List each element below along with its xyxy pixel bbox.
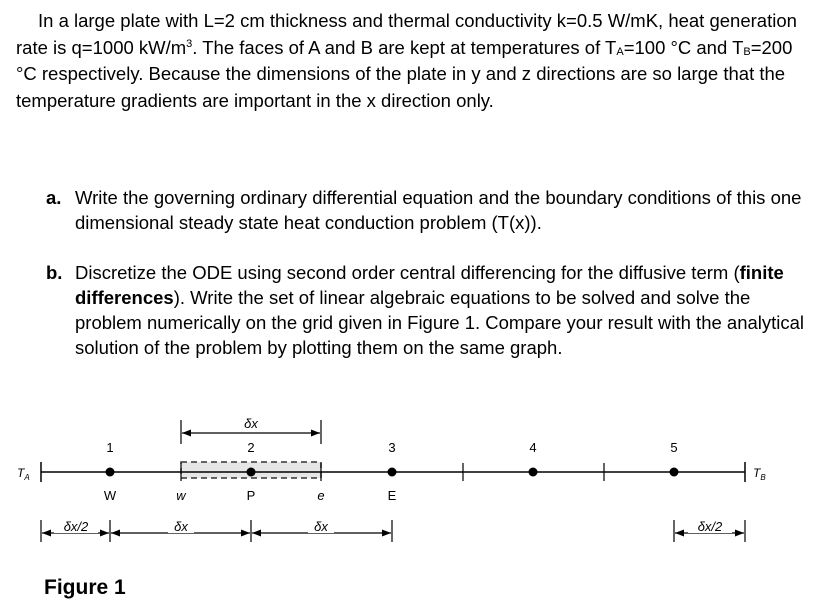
label-w-face: w [176,488,186,503]
question-a [46,185,816,235]
node-5 [670,468,679,477]
question-b-text [75,260,816,360]
intro-part4: =200 °C respectively. Because the dimensions of the plate in y and z directions are so large that the temperature gradients are important in the x direction only. [16,36,793,111]
dim-half-right-label: δx/2 [697,519,723,534]
left-boundary-label: $T_A$ [17,466,30,482]
intro-part3: =100 °C and T [623,36,744,58]
question-a-text: Write the governing ordinary differential equation and the boundary conditions of this one dimensional steady state heat conduction problem (T(x)). [75,187,802,233]
dim-half-left-label: δx/2 [63,519,89,534]
right-boundary-label: $T_B$ [753,466,766,482]
node-number-2: 2 [247,440,255,455]
question-b-label: b. [46,262,63,283]
question-a-label: a. [46,187,62,208]
label-P-node: P [246,488,256,503]
intro-sup3: 3 [186,37,193,50]
node-number-5: 5 [670,440,678,455]
problem-statement [16,8,816,114]
dim-e-label: δx [314,519,328,534]
dim-w-label: δx [174,519,188,534]
intro-subB: B [743,45,751,58]
intro-part2: . The faces of A and B are kept at temperatures of T [192,36,617,58]
question-b-text-bold: finite differences [75,262,784,308]
label-W-node: W [103,488,117,503]
node-2 [247,468,256,477]
node-3 [388,468,397,477]
question-b [46,260,816,360]
intro-part1: In a large plate with L=2 cm thickness and thermal conductivity k=0.5 W/mK, heat generation rate is q=1000 kW/m [16,10,797,58]
label-e-face: e [317,488,325,503]
grid-figure [0,405,831,570]
label-E-node: E [387,488,397,503]
node-number-1: 1 [106,440,114,455]
question-b-text-post: ). Write the set of linear algebraic equations to be solved and solve the problem numerically on the grid given in Figure 1. Compare your result with the analytical solution of the problem by plotting them on the same graph. [75,287,805,358]
node-number-4: 4 [529,440,537,455]
intro-subA: A [616,45,624,58]
figure-caption: Figure 1 [44,576,126,599]
node-4 [529,468,538,477]
node-1 [106,468,115,477]
question-b-text-pre: Discretize the ODE using second order central differencing for the diffusive term ( [75,262,740,283]
node-number-3: 3 [388,440,396,455]
dim-top-label: δx [244,416,258,431]
